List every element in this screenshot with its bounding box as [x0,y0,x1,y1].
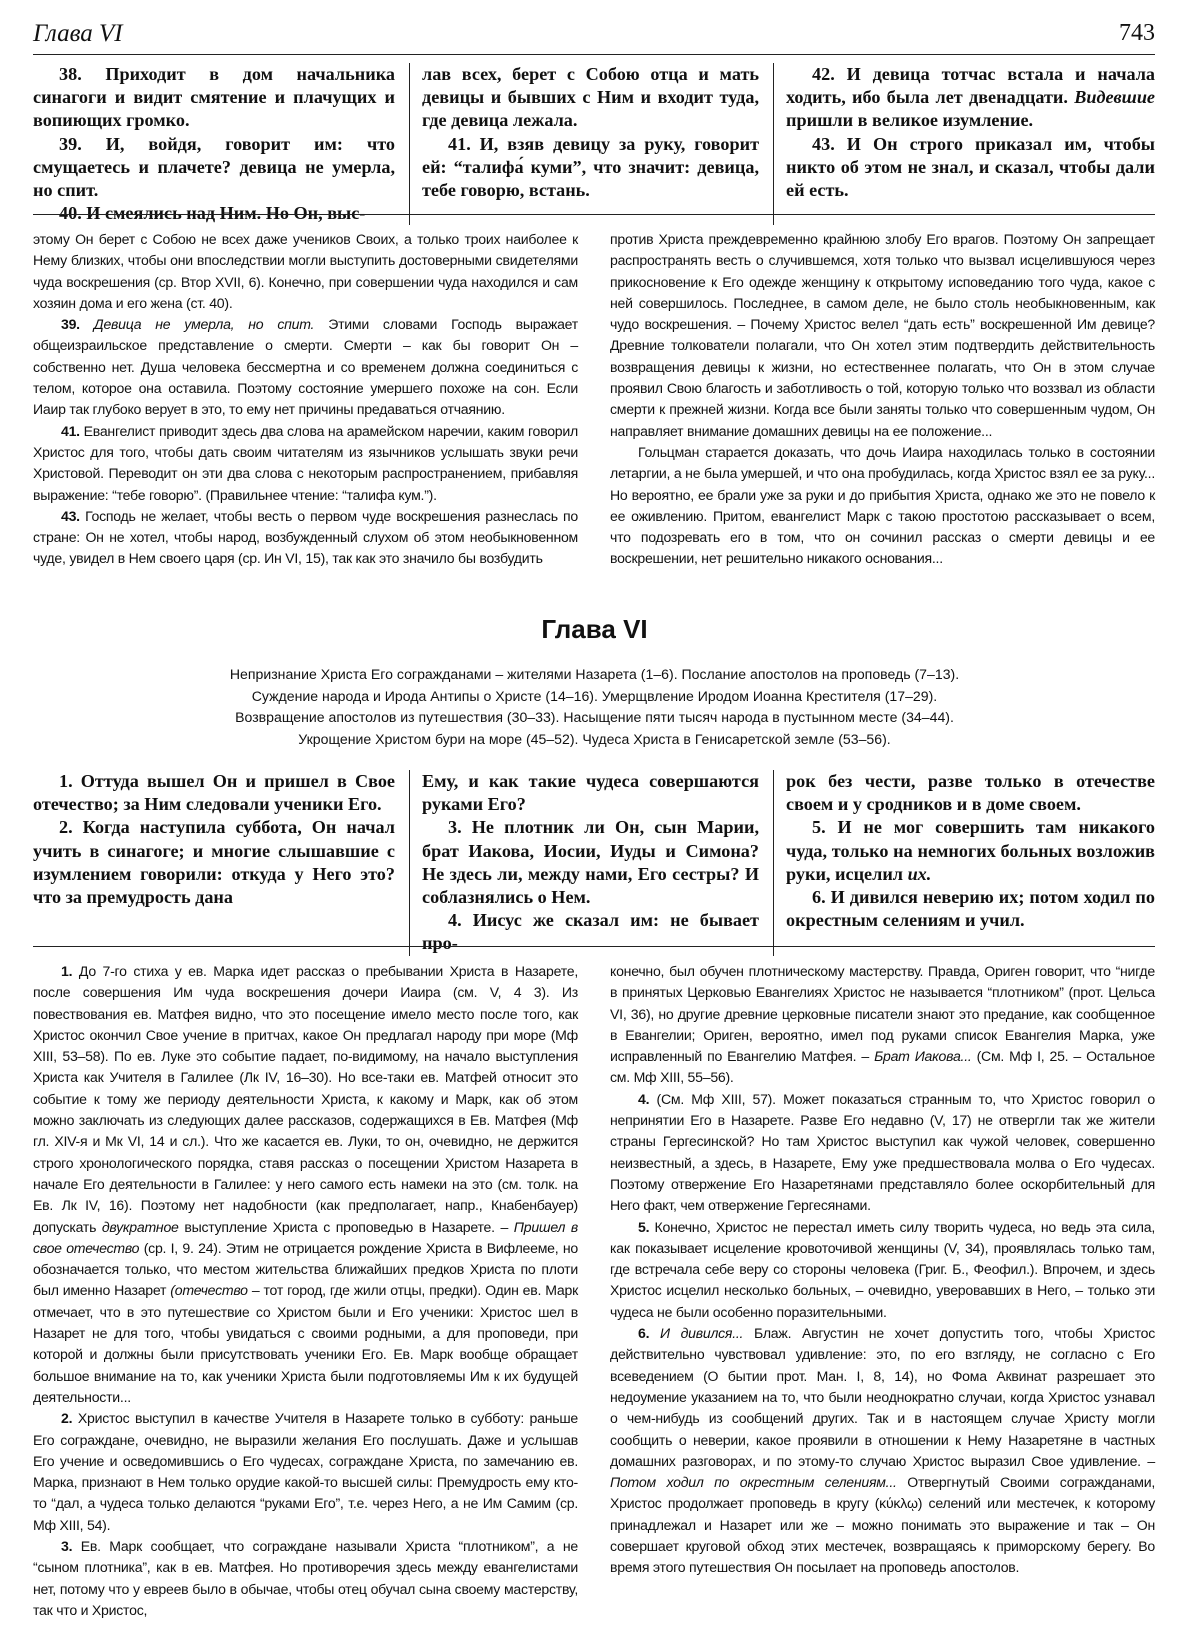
mid-scripture-col-1 [33,770,409,956]
mid-scripture-col-2 [409,770,773,956]
mid-text-rule [33,946,1155,947]
top-text-rule [33,214,1155,215]
verse-2: 2. Когда наступила суббота, Он начал учить в синагоге; и многие слышавшие с изумлением говорили: откуда у Него это? что за премудрость дана [33,817,395,908]
chapter-title: Глава VI [541,614,648,644]
running-head-chapter: Глава VI [33,20,123,47]
comment-5: 5. Конечно, Христос не перестал иметь силу творить чудеса, но ведь эта сила, как показывает исцеление кровоточивой женщины (V, 34), проявлялась только там, где встречала себе веру со стороны человека (Григ. Б., Феофил.). Впрочем, и здесь Христос исцелил несколько больных, – очевидно, уверовавших в Него, – только эти чудеса не были особенно поразительными. [610,1218,1156,1320]
comment-3-cont: конечно, был обучен плотническому мастерству. Правда, Ориген говорит, что “нигде в принятых Церковью Евангелиях Христос не называется “плотником” (прот. Цельса VI, 36), но другие древние церковные писатели знают это предание, как сообщенное в Евангелии; Ориген, вероятно, имел под руками список Евангелия Марка, уже исправленный по Евангелию Матфея. – Брат Иакова... (См. Мф I, 25. – Остальное см. Мф XIII, 55–56). [610,963,1155,1086]
comment-3: 3. Ев. Марк сообщает, что сограждане называли Христа “плотником”, а не “сыном плотника”, как в ев. Матфея. Но противоречия здесь между евангелистами нет, потому что у евреев было в обычае, чтобы отец обучал сына своему мастерству, так что и Христос, [33,1538,578,1618]
contents-line: Укрощение Христом бури на море (45–52). Чудеса Христа в Генисаретской земле (53–56). [298,730,891,747]
top-scripture-col-3 [773,63,1155,225]
verse-38: 38. Приходит в дом начальника синагоги и видит смятение и плачущих и вопиющих громко. [33,64,395,131]
verse-41: 41. И, взяв девицу за руку, говорит ей: “талифа́ куми”, что значит: девица, тебе говорю, встань. [422,133,759,201]
verse-5-italic: их. [907,863,932,884]
verse-5: 5. И не мог совершить там никакого чуда, только на немногих больных возложив руки, исцелил их. [786,817,1155,884]
top-commentary-right [610,229,1155,570]
comment-2: 2. Христос выступил в качестве Учителя в Назарете только в субботу: раньше Его сограждане, очевидно, не выразили желания Его послушать. Даже и услышав Его учение и осведомившись о Его чудесах, сограждане Христа, по замечанию ев. Марка, признают в Нем только орудие какой-то высшей силы: Премудрость ему кто-то “дал, а чудеса только делаются “руками Его”, т.е. через Него, а не Им Самим (ср. Мф XIII, 54). [33,1410,579,1533]
comment-43-cont: против Христа преждевременно крайнюю злобу Его врагов. Поэтому Он запрещает распространять весть о случившемся, хотя только что вызвал исцелившуюся через прикосновение к Его одежде женщину к открытому исповеданию того чуда, какое с ней совершилось. Последнее, в самом деле, не было столь необыкновенным, как чудо воскрешения. – Почему Христос велел “дать есть” воскрешенной Им девице? Древние толкователи полагали, что Он хотел этим подтвердить действительность возвращения девицы к жизни, но естественнее полагать, что Он в этом случае проявил Свою благость и заботливость о той, которую только что воззвал из области смерти к прежней жизни. Когда все были заняты только что совершенным чудом, Он направляет внимание домашних девицы на ее положение... [610,231,1155,439]
comment-4: 4. (См. Мф XIII, 57). Может показаться странным то, что Христос говорил о непринятии Его в Назарете. Разве Его недавно (V, 17) не отвергли так же жители страны Гергесинской? Но там Христос выступил как чужой человек, совершенно неизвестный, а здесь, в Назарете, Ему уже предшествовала молва о Его чудесах. Поэтому отвержение Его Назаретянами представляло более оскорбительный для Него факт, чем отвержение Гергесянами. [610,1090,1155,1214]
bottom-commentary-right [610,961,1155,1621]
contents-line: Непризнание Христа Его согражданами – жителями Назарета (1–6). Послание апостолов на проповедь (7–13). [229,666,960,682]
verse-4-cont: рок без чести, разве только в отечестве своем и у сродников и в доме своем. [786,771,1155,815]
greek-word: (κύκλῳ) [874,1495,923,1512]
top-scripture-col-2 [409,63,773,225]
comment-1: 1. До 7-го стиха у ев. Марка идет рассказ о пребывании Христа в Назарете, после совершения Им чуда воскрешения дочери Иаира (см. V, 4 3). Из повествования ев. Матфея видно, что это посещение имело место после того, как Христос окончил Свое учение в притчах, какое Он предлагал народу при море (Мф XIII, 53–58). По ев. Луке это событие падает, по-видимому, на начало выступления Христа как Учителя в Галилее (Лк IV, 16–30). Но все-таки ев. Матфей относит это событие к тому же периоду деятельности Христа, к какому и Марк, как об этом можно заключать из следующих далее рассказов, содержащихся в Ев. Матфея (Мф гл. XIV-я и Мк VI, 14 и сл.). Что же касается ев. Луки, то он, очевидно, не держится строго хронологического порядка, ставя рассказ о посещении Христом Назарета в начале Его деятельности в Галилее: у него самого есть намеки на это (см. толк. на Ев. Лк IV, 16). Поэтому нет надобности (как предполагает, напр., Кнабенбауер) допускать двукратное выступление Христа с проповедью в Назарете. – Пришел в свое отечество (ср. I, 9. 24). Этим не отрицается рождение Христа в Вифлееме, но обозначается только, что местом жительства ближайших предков Христа по плоти был именно Назарет (отечество – тот город, где жили отцы, предки). Один ев. Марк отмечает, что в это путешествие со Христом были и Его ученики: Христос шел в Назарет не для того, чтобы увидаться с своими родными, а для проповеди, при которой и должны были присутствовать ученики Его. Ев. Марк вообще обращает большое внимание на то, как ученики Христа были подготовляемы Им к их будущей деятельности... [33,963,579,1405]
bottom-commentary [33,961,1155,1621]
running-head [33,18,1155,52]
verse-2-cont: Ему, и как такие чудеса совершаются руками Его? [422,771,759,815]
top-commentary-left [33,229,578,570]
verse-42-italic: Видевшие [1074,87,1156,108]
verse-4: 4. Иисус же сказал им: не бывает про- [422,910,759,954]
page-number: 743 [1119,20,1155,46]
comment-41: 41. Евангелист приводит здесь два слова на арамейском наречии, каким говорил Христос для того, чтобы дать своим читателям из язычников услышать звуки речи Христовой. Переводит он эти два слова с некоторым распространением, прибавляя выражение: “тебе говорю”. (Правильнее чтение: “талифа кум.”). [33,422,578,503]
comment-43: 43. Господь не желает, чтобы весть о первом чуде воскрешения разнеслась по стране: Он не хотел, чтобы народ, возбужденный слухом об этом необыкновенном чуде, увидел в Нем своего царя (ср. Ин VI, 15), так как это значило бы возбудить [33,507,579,567]
verse-39: 39. И, войдя, говорит им: что смущаетесь и плачете? девица не умерла, но спит. [33,133,395,201]
comment-continuation: этому Он берет с Собою не всех даже учеников Своих, а только троих наиболее к Нему близких, чтобы они впоследствии могли выступить достоверными свидетелями чуда воскрешения (ср. Втор XVII, 6). Конечно, при совершении чуда находился и сам хозяин дома и его жена (ст. 40). [33,231,578,311]
top-scripture-col-1 [33,63,409,225]
bottom-commentary-left [33,961,578,1621]
verse-43: 43. И Он строго приказал им, чтобы никто об этом не знал, и сказал, чтобы дали ей есть. [786,133,1155,201]
contents-line: Возвращение апостолов из путешествия (30–33). Насыщение пяти тысяч народа в пустынном месте (34–44). [235,709,954,725]
top-scripture-columns [33,63,1155,225]
contents-line: Суждение народа и Ирода Антипы о Христе (14–16). Умерщвление Иродом Иоанна Крестителя (17–29). [251,687,938,704]
chapter-contents [100,664,1089,750]
header-rule [33,54,1155,55]
comment-goltsman: Гольцман старается доказать, что дочь Иаира находилась только в состоянии летаргии, а не была умершей, и что она пробудилась, когда Христос взял ее за руку... Но вероятно, ее брали уже за руки и до прибытия Христа, однако же это не повело к ее оживлению. Притом, евангелист Марк с такою простотою рассказывает о всем, что подозревать его в том, что он сочинил рассказ о смерти девицы и ее воскрешении, нет решительно никакого основания... [610,443,1155,567]
verse-6: 6. И дивился неверию их; потом ходил по окрестным селениям и учил. [786,887,1155,931]
top-commentary [33,229,1155,570]
verse-40: 40. И смеялись над Ним. Но Он, выс- [59,203,366,224]
verse-40-cont: лав всех, берет с Собою отца и мать девицы и бывших с Ним и входит туда, где девица лежала. [422,64,759,131]
verse-3: 3. Не плотник ли Он, сын Марии, брат Иакова, Иосии, Иуды и Симона? Не здесь ли, между нами, Его сестры? И соблазнялись о Нем. [422,817,759,908]
mid-scripture-columns [33,770,1155,956]
comment-39: 39. Девица не умерла, но спит. Этими словами Господь выражает общеизраильское представление о смерти. Смерти – как бы говорит Он – собственно нет. Душа человека бессмертна и со временем должна соединиться с телом, которое она оставила. Поэтому состояние умершего похоже на сон. Если Иаир так глубоко верует в это, то ему нет причины предаваться отчаянию. [33,316,578,418]
comment-6: 6. И дивился... Блаж. Августин не хочет допустить того, чтобы Христос действительно чувствовал удивление: это, по его взгляду, не согласно с Его всеведением (О бытии прот. Ман. I, 8, 14), но Фома Аквинат разрешает это недоумение указанием на то, что были неоднократно случаи, когда Христос узнавал о чем-нибудь из сообщений других. Так и в настоящем случае Христу могли сообщить о неверии, какое проявили в отношении к Нему Назаретяне в частных домашних разговорах, и по этому-то случаю Христос выразил Свое удивление. – Потом ходил по окрестным селениям... Отвергнутый Своими согражданами, Христос продолжает проповедь в кругу (κύκλῳ) селений или местечек, к которому принадлежал и Назарет или же – можно понимать это выражение и так – Он совершает круговой обход этих местечек, возвращаясь к приморскому берегу. Во время этого путешествия Он посылает на проповедь апостолов. [610,1325,1156,1576]
verse-1: 1. Оттуда вышел Он и пришел в Свое отечество; за Ним следовали ученики Его. [33,771,395,815]
mid-scripture-col-3 [773,770,1155,956]
verse-42: 42. И девица тотчас встала и начала ходить, ибо была лет двенадцати. Видевшие пришли в великое изумление. [786,64,1156,131]
